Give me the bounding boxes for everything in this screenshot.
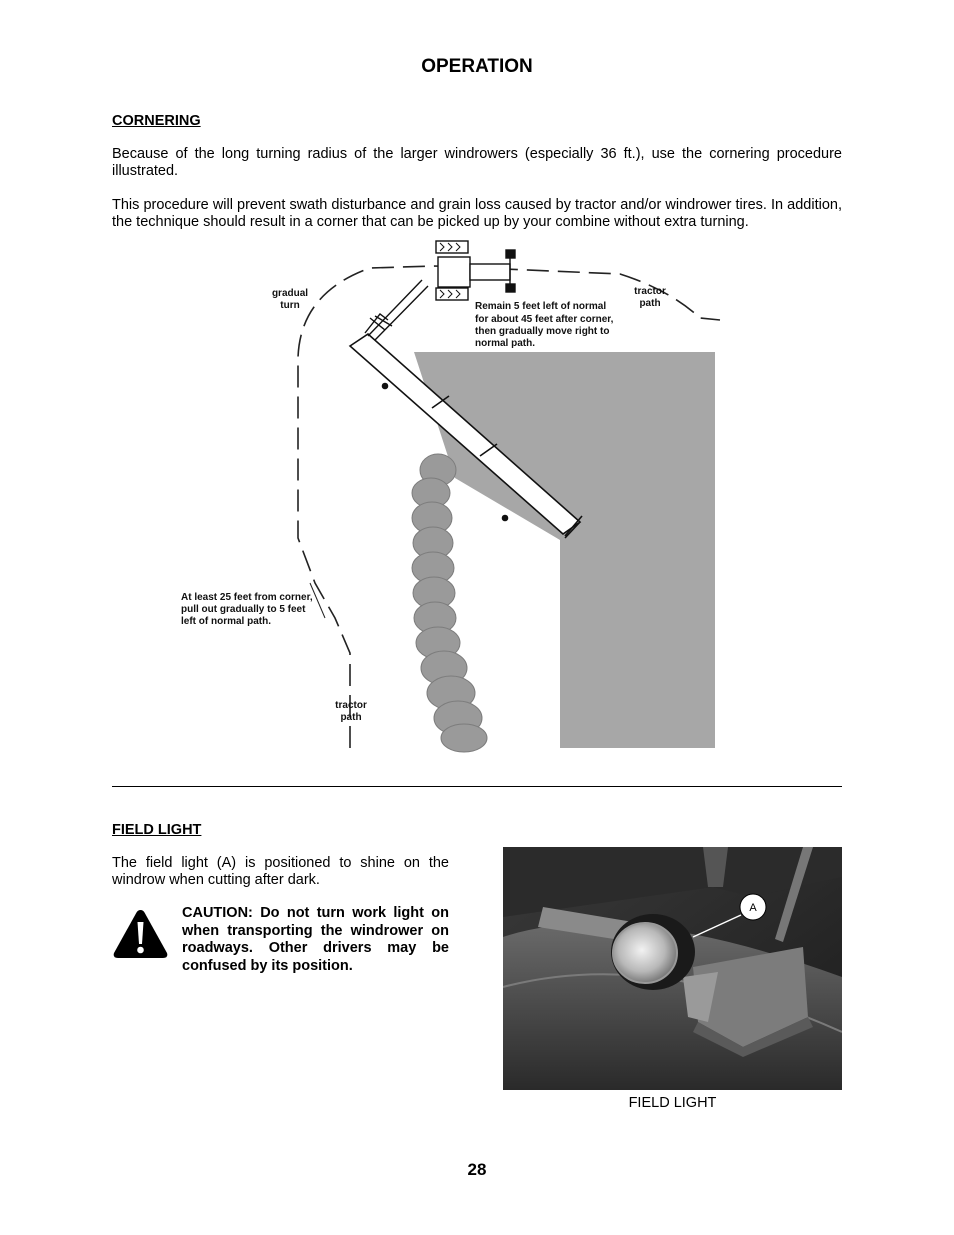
label-atleast-3: left of normal path. bbox=[181, 616, 271, 627]
page-number: 28 bbox=[467, 1160, 487, 1179]
field-light-paragraph: The field light (A) is positioned to shine on the windrow when cutting after dark. bbox=[112, 855, 449, 888]
tractor-graphic bbox=[436, 241, 515, 300]
label-path-bottom: path bbox=[340, 712, 362, 723]
caution-text: CAUTION: Do not turn work light on when transporting the windrower on roadways. Other drivers may be confused by its position. bbox=[182, 905, 449, 974]
cornering-heading: CORNERING bbox=[112, 113, 201, 129]
label-remain-3: then gradually move right to bbox=[475, 326, 610, 337]
label-gradual: gradual bbox=[271, 288, 309, 299]
windrow-swath bbox=[412, 454, 487, 752]
cornering-paragraph-1: Because of the long turning radius of the larger windrowers (especially 36 ft.), use the cornering procedure illustrated. bbox=[112, 146, 842, 179]
cornering-paragraph-2: This procedure will prevent swath disturbance and grain loss caused by tractor and/or windrower tires. In addition, the technique should result in a corner that can be picked up by your combine without extra turning. bbox=[112, 197, 842, 230]
label-remain-1: Remain 5 feet left of normal bbox=[475, 301, 607, 312]
label-turn: turn bbox=[280, 300, 300, 311]
hitch-frame bbox=[365, 280, 428, 340]
warning-triangle-icon bbox=[112, 908, 169, 960]
label-tractor-bottom: tractor bbox=[335, 700, 367, 711]
cornering-diagram bbox=[170, 238, 730, 770]
label-remain-2: for about 45 feet after corner, bbox=[475, 314, 614, 325]
label-atleast-1: At least 25 feet from corner, bbox=[181, 592, 313, 603]
label-path-top: path bbox=[639, 298, 661, 309]
label-remain-4: normal path. bbox=[475, 338, 536, 349]
callout-a: A bbox=[749, 902, 757, 914]
field-light-heading: FIELD LIGHT bbox=[112, 822, 202, 838]
label-atleast-2: pull out gradually to 5 feet bbox=[181, 604, 306, 615]
page-title: OPERATION bbox=[421, 56, 533, 77]
label-tractor-top: tractor bbox=[634, 286, 666, 297]
field-light-caption: FIELD LIGHT bbox=[628, 1095, 717, 1111]
section-divider bbox=[112, 786, 842, 787]
field-light-photo bbox=[503, 847, 842, 1090]
